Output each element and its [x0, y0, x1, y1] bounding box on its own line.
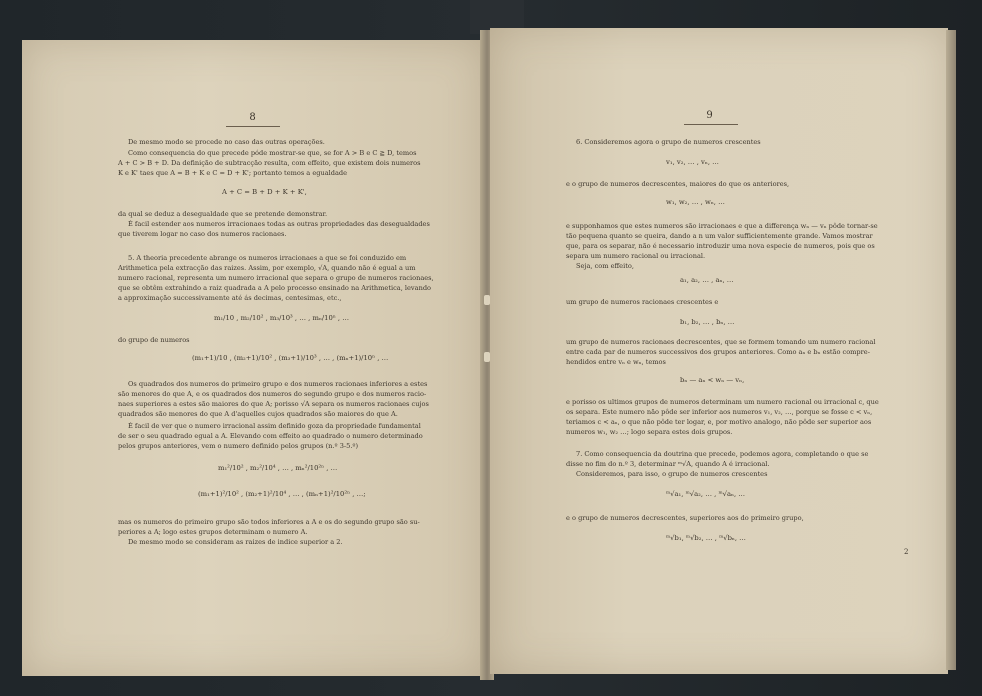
right-line-7: Seja, com effeito, — [576, 262, 634, 270]
left-line-10: numero racional, representa um numero irracional que separa o grupo de numeros racionaes, — [118, 274, 434, 282]
right-page — [490, 28, 948, 674]
right-line-8: um grupo de numeros racionaes crescentes e — [566, 298, 719, 306]
right-page-number: 9 — [706, 110, 714, 121]
left-equation-sum: A + C = B + D + K + K', — [222, 188, 307, 196]
right-line-18: Consideremos, para isso, o grupo de numeros crescentes — [576, 470, 768, 478]
left-line-17: quadrados são menores do que A d'aquelles cujos quadrados são maiores do que A. — [118, 410, 398, 418]
signature-mark: 2 — [904, 548, 909, 556]
right-line-3: e supponhamos que estes numeros são irracionaes e que a differença wₙ — vₙ pôde tornar-se — [566, 222, 878, 230]
right-inequality: bₙ — aₙ < wₙ — vₙ, — [680, 376, 745, 384]
right-line-9: um grupo de numeros racionaes decrescentes, que se formem tomando um numero racional — [566, 338, 876, 346]
left-line-14: Os quadrados dos numeros do primeiro grupo e dos numeros racionaes inferiores a estes — [128, 380, 428, 388]
right-line-15: numeros w₁, w₂ …; logo separa estes dois grupos. — [566, 428, 733, 436]
right-seq-root-b: ᵐ√b₁, ᵐ√b₂, … , ᵐ√bₙ, … — [666, 534, 746, 542]
right-line-16: 7. Como consequencia da doutrina que precede, podemos agora, completando o que se — [576, 450, 869, 458]
right-seq-a: a₁, a₂, … , aₙ, … — [680, 276, 734, 284]
left-group-2: (m₁+1)/10 , (m₂+1)/10² , (m₃+1)/10³ , … , (mₙ+1)/10ⁿ , … — [192, 354, 389, 362]
left-line-9: Arithmetica pela extracção das raizes. Assim, por exemplo, √A, quando não é egual a um — [118, 264, 416, 272]
page-stack-edge — [946, 30, 956, 670]
right-header-rule — [684, 124, 738, 125]
right-seq-root-a: ᵐ√a₁, ᵐ√a₂, … , ᵐ√aₙ, … — [666, 490, 746, 498]
right-line-11: hendidos entre vₙ e wₙ, temos — [566, 358, 666, 366]
left-line-12: a approximação successivamente até ás decimas, centesimas, etc., — [118, 294, 342, 302]
left-line-18: É facil de ver que o numero irracional assim definido goza da propriedade fundamental — [128, 422, 421, 430]
left-line-8: 5. A theoria precedente abrange os numeros irracionaes a que se foi conduzido em — [128, 254, 407, 262]
right-line-2: e o grupo de numeros decrescentes, maiores do que os anteriores, — [566, 180, 790, 188]
right-line-5: que, para os separar, não é necessario introduzir uma nova especie de numeros, pois que os — [566, 242, 875, 250]
left-group-1: m₁/10 , m₂/10² , m₃/10³ , … , mₙ/10ⁿ , … — [214, 314, 350, 322]
left-line-6: É facil estender aos numeros irracionaes todas as outras propriedades das desegualdades — [128, 220, 430, 228]
left-line-3: A + C > B + D. Da definição de subtracção resulta, com effeito, que existem dois numeros — [118, 159, 421, 167]
right-line-17: disse no fim do n.º 3, determinar ᵐ√A, quando A é irracional. — [566, 460, 770, 468]
right-seq-b: b₁, b₂, … , bₙ, … — [680, 318, 735, 326]
left-line-13: do grupo de numeros — [118, 336, 190, 344]
right-line-19: e o grupo de numeros decrescentes, superiores aos do primeiro grupo, — [566, 514, 804, 522]
right-line-12: e porisso os ultimos grupos de numeros determinam um numero racional ou irracional c, que — [566, 398, 879, 406]
right-line-6: separa um numero racional ou irracional. — [566, 252, 706, 260]
left-line-11: que se obtêm extrahindo a raiz quadrada a A pelo processo ensinado na Arithmetica, levando — [118, 284, 432, 292]
left-line-7: que tiverem logar no caso dos numeros racionaes. — [118, 230, 287, 238]
left-line-1: De mesmo modo se procede no caso das outras operações. — [128, 138, 325, 146]
right-seq-w: w₁, w₂, … , wₙ, … — [666, 198, 725, 206]
right-line-4: tão pequena quanto se queira, dando a n um valor sufficientemente grande. Vamos mostrar — [566, 232, 873, 240]
left-line-15: são menores do que A, e os quadrados dos numeros do segundo grupo e dos numeros racio- — [118, 390, 427, 398]
right-line-14: teriamos c < aₙ, o que não pôde ter logar, e, por motivo analogo, não pôde ser superior aos — [566, 418, 872, 426]
left-page-number: 8 — [249, 112, 257, 123]
left-line-4: K e K' taes que A = B + K e C = D + K'; portanto temos a egualdade — [118, 169, 348, 177]
left-line-16: naes superiores a estes são maiores do que A; porisso √A separa os numeros racionaes cujos — [118, 400, 429, 408]
right-line-1: 6. Consideremos agora o grupo de numeros crescentes — [576, 138, 761, 146]
left-line-5: da qual se deduz a desegualdade que se pretende demonstrar. — [118, 210, 328, 218]
right-line-13: os separa. Este numero não pôde ser inferior aos numeros v₁, v₂, …, porque se fosse c < vₙ, — [566, 408, 873, 416]
left-line-2: Como consequencia do que precede póde mostrar-se que, se for A > B e C ≧ D, temos — [128, 149, 417, 157]
left-line-23: De mesmo modo se consideram as raizes de indice superior a 2. — [128, 538, 343, 546]
right-seq-v: v₁, v₂, … , vₙ, … — [666, 158, 719, 166]
left-header-rule — [226, 126, 280, 127]
left-group-3: m₁²/10² , m₂²/10⁴ , … , mₙ²/10²ⁿ , … — [218, 464, 338, 472]
right-line-10: entre cada par de numeros successivos dos grupos anteriores. Como aₙ e bₙ estão compre- — [566, 348, 870, 356]
left-line-20: pelos grupos anteriores, vem o numero definido pelos grupos (n.º 3-5.º) — [118, 442, 359, 450]
left-group-4: (m₁+1)²/10² , (m₂+1)²/10⁴ , … , (mₙ+1)²/10²ⁿ , …; — [198, 490, 366, 498]
left-line-19: de ser o seu quadrado egual a A. Elevando com effeito ao quadrado o numero determinado — [118, 432, 423, 440]
left-line-22: periores a A; logo estes grupos determinam o numero A. — [118, 528, 308, 536]
left-line-21: mas os numeros do primeiro grupo são todos inferiores a A e os do segundo grupo são su- — [118, 518, 420, 526]
left-page — [22, 40, 484, 676]
